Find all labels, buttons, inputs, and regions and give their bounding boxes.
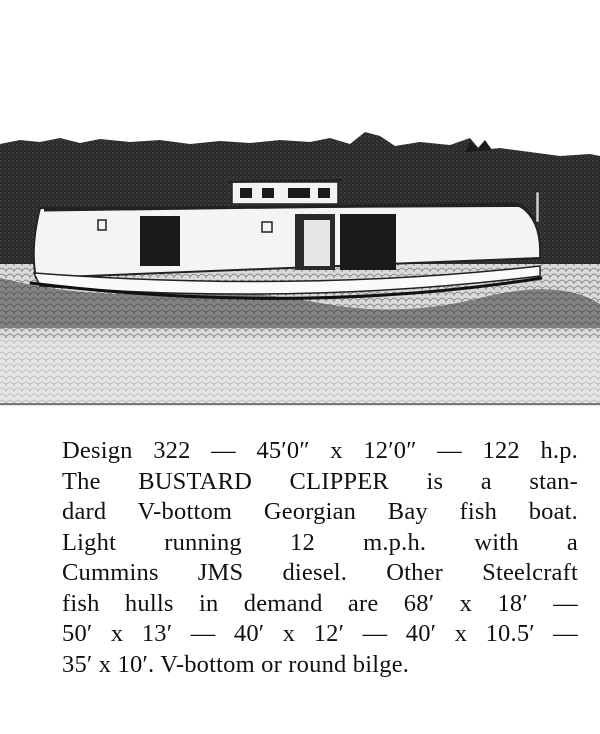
- cabin-opening: [140, 216, 180, 266]
- caption-line: fish hulls in demand are 68′ x 18′ —: [62, 589, 578, 617]
- cabin-opening: [340, 214, 396, 270]
- caption-line: 50′ x 13′ — 40′ x 12′ — 40′ x 10.5′ —: [62, 620, 578, 647]
- caption-line: The BUSTARD CLIPPER is a stan-: [62, 467, 578, 495]
- caption-line: 35′ x 10′. V-bottom or round bilge.: [62, 650, 410, 678]
- caption: [62, 436, 578, 680]
- wheelhouse: [228, 180, 342, 204]
- caption-line: Light running 12 m.p.h. with a: [62, 528, 578, 556]
- boat-photo-illustration: [0, 128, 600, 406]
- boat-photo: [0, 128, 600, 406]
- caption-line: Design 322 — 45′0″ x 12′0″ — 122 h.p.: [62, 437, 578, 464]
- caption-line: Cummins JMS diesel. Other Steelcraft: [62, 559, 578, 586]
- caption-line: dard V-bottom Georgian Bay fish boat.: [62, 498, 578, 525]
